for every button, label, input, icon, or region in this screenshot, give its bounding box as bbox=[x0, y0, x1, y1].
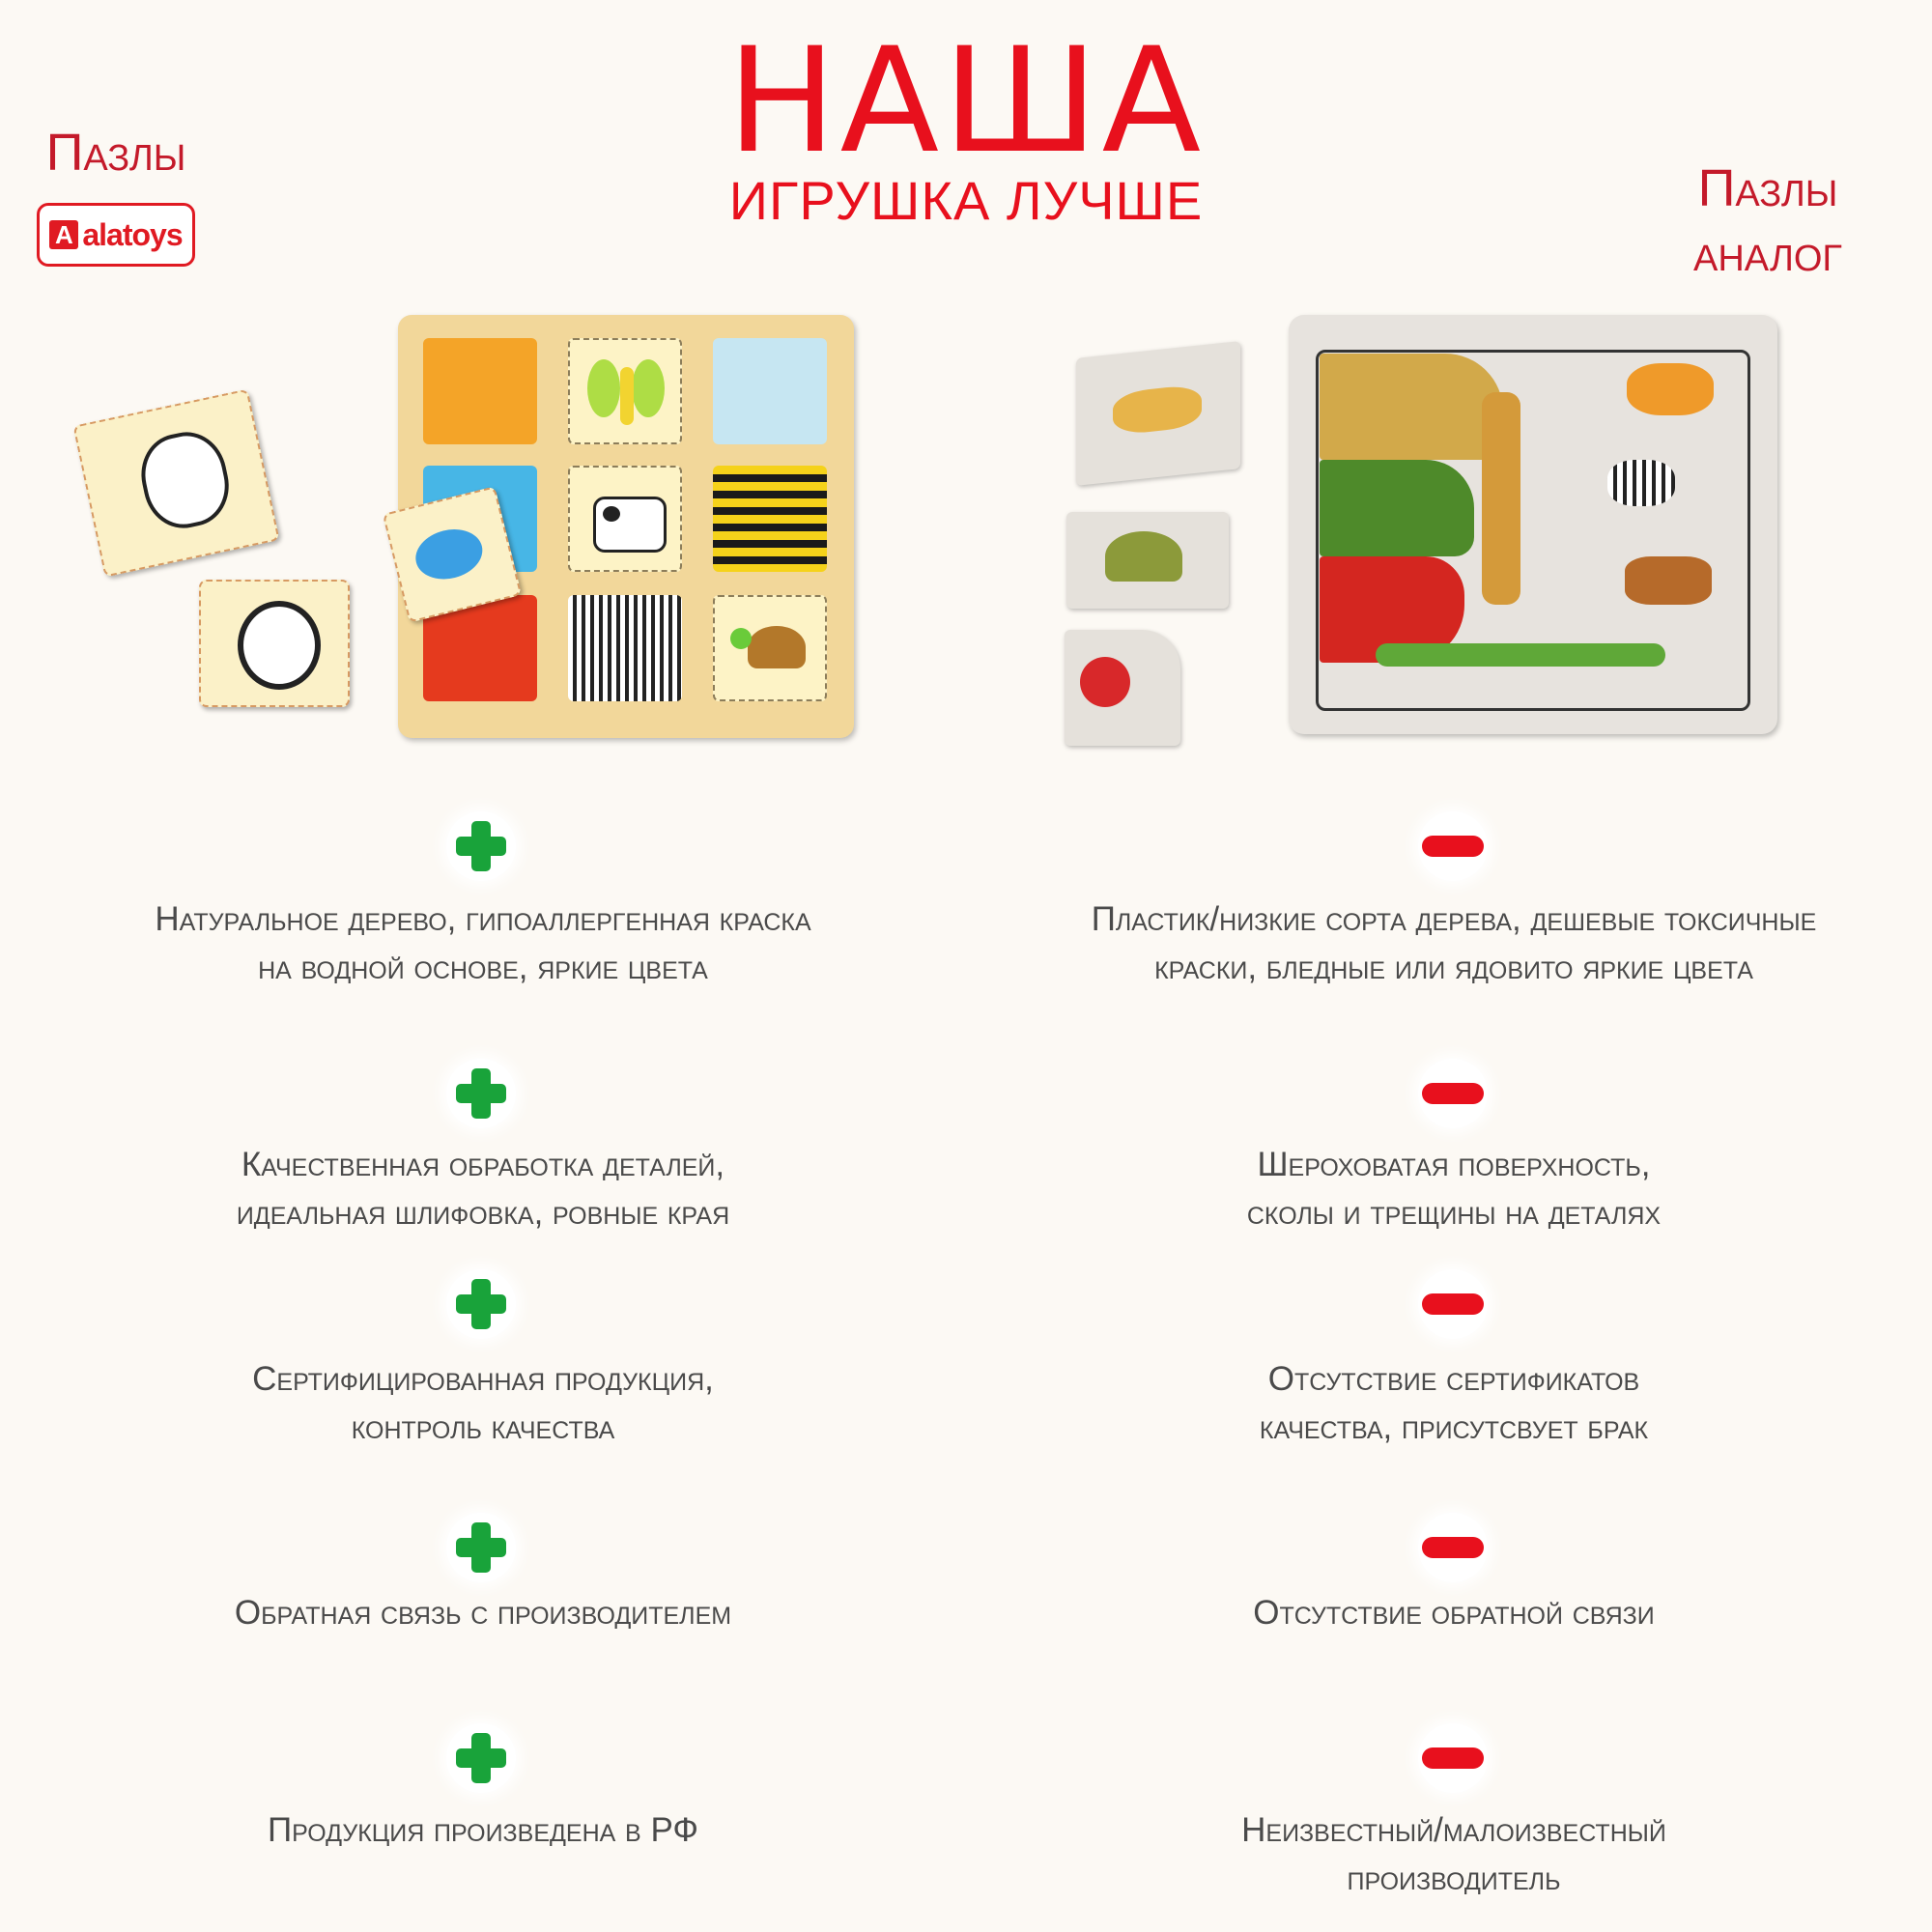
crocodile bbox=[1376, 643, 1665, 667]
cow bbox=[1625, 556, 1712, 605]
brand-logo bbox=[37, 203, 195, 267]
minus-icon bbox=[1418, 811, 1488, 881]
loose-tile-cow bbox=[72, 389, 279, 578]
pro-item-3: Сертифицированная продукция, контроль качества bbox=[252, 1360, 714, 1446]
loose-piece-turtle bbox=[1066, 512, 1229, 609]
loose-piece-ladybug bbox=[1065, 630, 1180, 746]
con-item-1: Пластик/низкие сорта дерева, дешевые токсичные краски, бледные или ядовито яркие цвета bbox=[1091, 900, 1817, 986]
page-title: НАША bbox=[726, 17, 1206, 185]
pattern-blue-swirls bbox=[713, 338, 827, 444]
minus-icon bbox=[1418, 1513, 1488, 1582]
plus-icon bbox=[446, 1269, 516, 1339]
page-subtitle: ИГРУШКА ЛУЧШЕ bbox=[728, 170, 1204, 231]
brand-logo-icon: A bbox=[49, 220, 78, 249]
analog-puzzle-board bbox=[1289, 315, 1777, 734]
alatoys-puzzle-board bbox=[398, 315, 854, 738]
left-product-label: Пазлы bbox=[45, 124, 186, 182]
tiger bbox=[1627, 363, 1714, 415]
giraffe bbox=[1482, 392, 1520, 605]
minus-icon bbox=[1418, 1059, 1488, 1128]
pattern-yellow-stripes bbox=[713, 466, 827, 572]
right-product-label-line2: аналог bbox=[1692, 224, 1843, 282]
turtle-cell bbox=[713, 595, 827, 701]
con-item-2: Шероховатая поверхность, сколы и трещины на деталях bbox=[1246, 1146, 1662, 1232]
leopard-pattern bbox=[1320, 354, 1503, 460]
pro-item-4: Обратная связь с производителем bbox=[234, 1594, 732, 1632]
minus-icon bbox=[1418, 1269, 1488, 1339]
con-item-5: Неизвестный/малоизвестный производитель bbox=[1241, 1811, 1666, 1897]
loose-piece-leopard bbox=[1076, 341, 1240, 486]
con-item-3: Отсутствие сертификатов качества, присутсвует брак bbox=[1259, 1360, 1649, 1446]
loose-tile-bug bbox=[199, 580, 350, 707]
butterfly-cell bbox=[568, 338, 682, 444]
pro-item-5: Продукция произведена в РФ bbox=[267, 1811, 699, 1849]
plus-icon bbox=[446, 1513, 516, 1582]
pattern-orange-dots bbox=[423, 338, 537, 444]
plus-icon bbox=[446, 1723, 516, 1793]
plus-icon bbox=[446, 1059, 516, 1128]
plus-icon bbox=[446, 811, 516, 881]
zebra bbox=[1607, 460, 1675, 506]
minus-icon bbox=[1418, 1723, 1488, 1793]
cow-cell bbox=[568, 466, 682, 572]
turtle-pattern bbox=[1320, 460, 1474, 556]
brand-logo-text: alatoys bbox=[82, 216, 183, 252]
pattern-zebra bbox=[568, 595, 682, 701]
right-product-label-line1: Пазлы bbox=[1697, 159, 1838, 217]
con-item-4: Отсутствие обратной связи bbox=[1253, 1594, 1655, 1632]
pro-item-1: Натуральное дерево, гипоаллергенная краска на водной основе, яркие цвета bbox=[155, 900, 811, 986]
pro-item-2: Качественная обработка деталей, идеальная шлифовка, ровные края bbox=[236, 1146, 730, 1232]
